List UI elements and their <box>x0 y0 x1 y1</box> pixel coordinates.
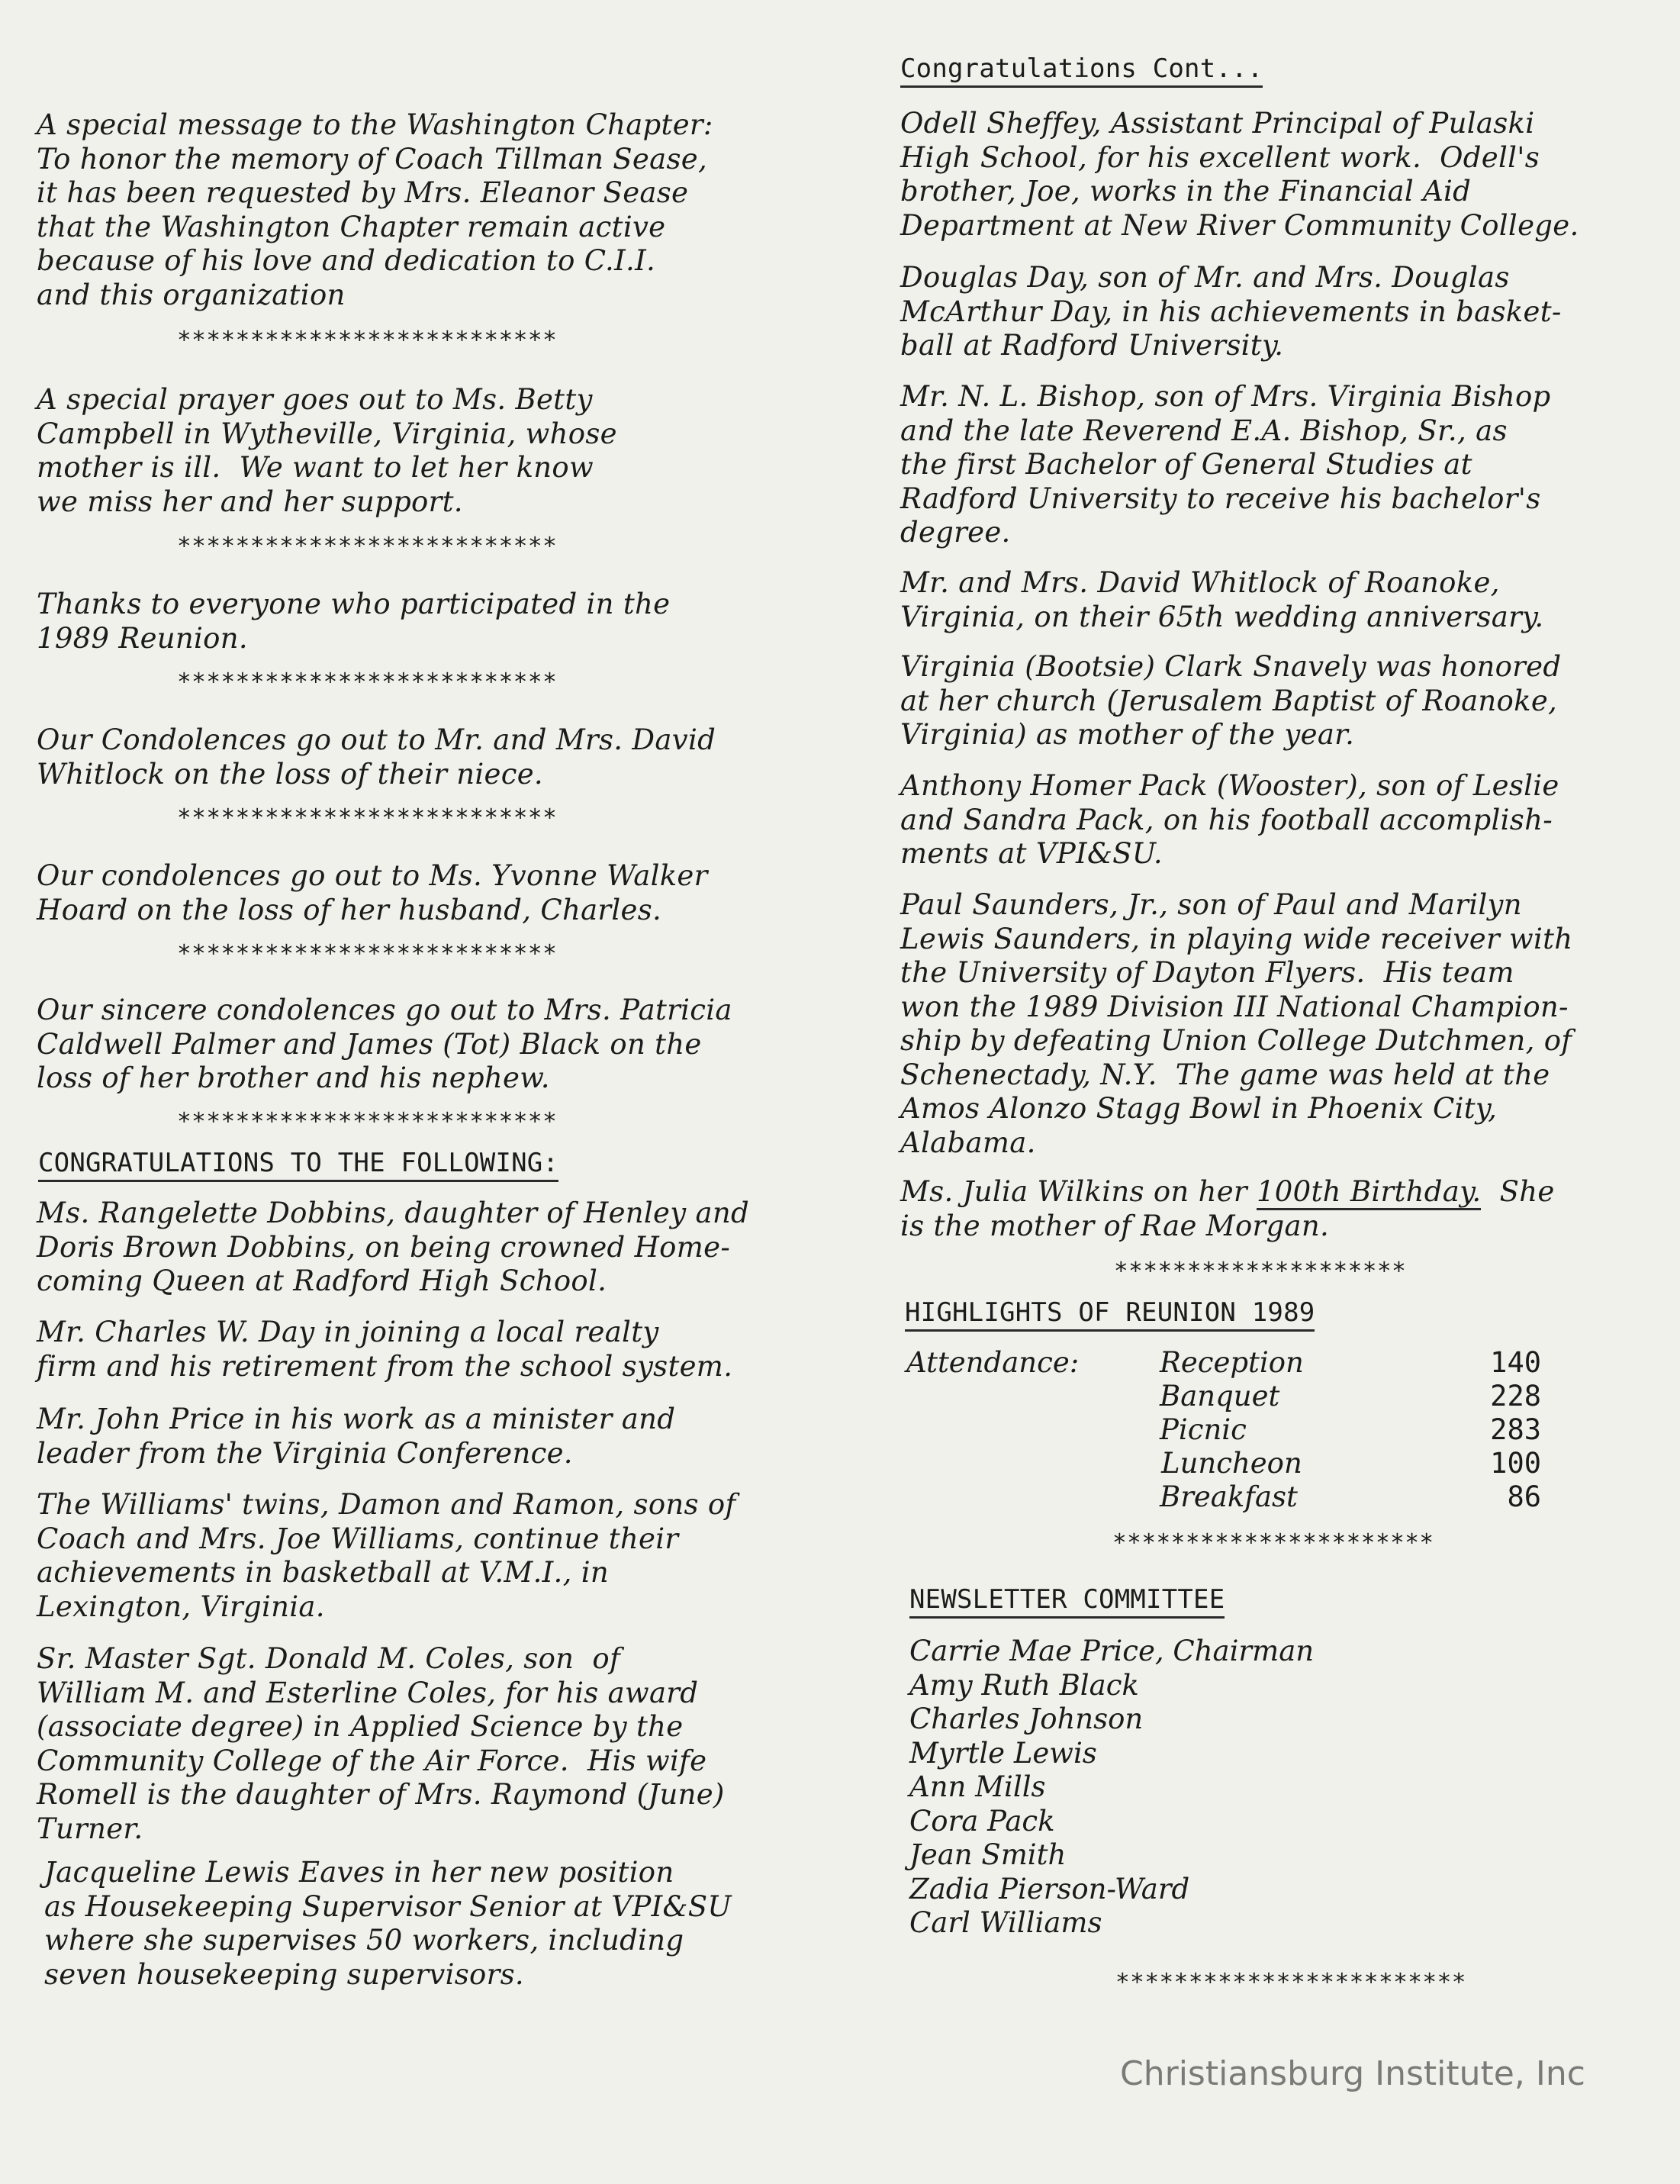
congrats-sheffey: Odell Sheffey, Assistant Principal of Pulaski High School, for his excellent work. Odell's brother, Joe, works in the Financial Aid Department at New River Community College. <box>900 107 1579 242</box>
watermark-text: Christiansburg Institute, Inc <box>1120 2054 1585 2093</box>
committee-member: Carrie Mae Price, Chairman <box>909 1635 1315 1667</box>
committee-member: Cora Pack <box>909 1804 1055 1838</box>
congrats-whitlock-anniversary: Mr. and Mrs. David Whitlock of Roanoke, Virginia, on their 65th wedding anniversary. <box>900 566 1544 633</box>
committee-member: Amy Ruth Black <box>909 1668 1139 1702</box>
congrats-wilkins: Ms. Julia Wilkins on her 100th Birthday. She is the mother of Rae Morgan. <box>900 1175 1555 1242</box>
attendance-count: 140 <box>1490 1346 1541 1379</box>
committee-member: Zadia Pierson-Ward <box>909 1872 1190 1905</box>
separator: ************************** <box>177 668 558 696</box>
birthday-underlined: 100th Birthday. <box>1257 1175 1481 1210</box>
congrats-coles: Sr. Master Sgt. Donald M. Coles, son of William M. and Esterline Coles, for his award (associate degree) in Applied Science by the Community College of the Air Force. His wife Romell is the daughter of Mrs. Raymond (June) Turner. <box>37 1642 725 1845</box>
condolence-whitlock: Our Condolences go out to Mr. and Mrs. David Whitlock on the loss of their niece. <box>37 723 716 791</box>
committee-member: Jean Smith <box>909 1838 1067 1871</box>
attendance-label: Attendance: <box>906 1346 1080 1379</box>
attendance-event: Luncheon <box>1161 1447 1302 1480</box>
congrats-saunders: Paul Saunders, Jr., son of Paul and Marilyn Lewis Saunders, in playing wide receiver with the University of Dayton Flyers. His team won the 1989 Division III National Champion- ship by defeating Union College Dutchmen, of Schenectady, N.Y. The game was held at the Amos Alonzo Stagg Bowl in Phoenix City, Alabama. <box>900 888 1573 1159</box>
separator: ************************** <box>177 533 558 560</box>
committee-member: Ann Mills <box>909 1770 1046 1803</box>
separator: ************************** <box>177 1108 558 1135</box>
attendance-event: Reception <box>1160 1346 1304 1379</box>
prayer-message: A special prayer goes out to Ms. Betty Campbell in Wytheville, Virginia, whose mother is ill. We want to let her know we miss her and her support. <box>37 383 617 518</box>
congrats-john-price: Mr. John Price in his work as a minister and leader from the Virginia Conference. <box>37 1403 676 1470</box>
committee-member: Myrtle Lewis <box>909 1736 1097 1770</box>
washington-chapter-message: A special message to the Washington Chapter: To honor the memory of Coach Tillman Sease, it has been requested by Mrs. Eleanor Sease that the Washington Chapter remain active because of his love and dedication to C.I.I. and this organization <box>37 108 713 311</box>
attendance-count: 283 <box>1490 1413 1541 1446</box>
separator: ******************** <box>1114 1258 1407 1285</box>
condolence-palmer-black: Our sincere condolences go out to Mrs. Patricia Caldwell Palmer and James (Tot) Black on the loss of her brother and his nephew. <box>37 994 732 1094</box>
attendance-count: 86 <box>1507 1480 1541 1513</box>
condolence-hoard: Our condolences go out to Ms. Yvonne Walker Hoard on the loss of her husband, Charles. <box>37 859 708 926</box>
congrats-pack: Anthony Homer Pack (Wooster), son of Leslie and Sandra Pack, on his football accomplish- ments at VPI&SU. <box>900 769 1559 870</box>
separator: ************************** <box>177 327 558 354</box>
congrats-dobbins: Ms. Rangelette Dobbins, daughter of Henley and Doris Brown Dobbins, on being crowned Home- coming Queen at Radford High School. <box>37 1197 749 1297</box>
separator: ************************ <box>1115 1969 1466 1996</box>
congrats-williams-twins: The Williams' twins, Damon and Ramon, sons of Coach and Mrs. Joe Williams, continue their achievements in basketball at V.M.I., in Lexington, Virginia. <box>37 1488 736 1623</box>
congrats-douglas-day: Douglas Day, son of Mr. and Mrs. Douglas McArthur Day, in his achievements in basket- ball at Radford University. <box>900 261 1562 362</box>
committee-member: Charles Johnson <box>909 1702 1144 1735</box>
attendance-event: Picnic <box>1160 1413 1247 1446</box>
congrats-snavely: Virginia (Bootsie) Clark Snavely was honored at her church (Jerusalem Baptist of Roanoke, Virginia) as mother of the year. <box>900 650 1562 751</box>
separator: ************************** <box>177 940 558 968</box>
attendance-event: Breakfast <box>1160 1480 1298 1513</box>
attendance-count: 100 <box>1490 1447 1541 1480</box>
congrats-eaves: Jacqueline Lewis Eaves in her new position as Housekeeping Supervisor Senior at VPI&SU where she supervises 50 workers, including seven housekeeping supervisors. <box>44 1856 732 1991</box>
congrats-bishop: Mr. N. L. Bishop, son of Mrs. Virginia Bishop and the late Reverend E.A. Bishop, Sr., as the first Bachelor of General Studies at Radford University to receive his bachelor's degree. <box>900 380 1551 549</box>
congratulations-cont-heading: Congratulations Cont... <box>900 53 1263 88</box>
separator: ************************** <box>177 804 558 832</box>
separator: ********************** <box>1112 1529 1434 1557</box>
committee-list <box>909 1635 1314 1941</box>
committee-member: Carl Williams <box>909 1906 1102 1939</box>
committee-heading: NEWSLETTER COMMITTEE <box>909 1584 1225 1619</box>
attendance-count: 228 <box>1490 1380 1541 1413</box>
congratulations-heading: CONGRATULATIONS TO THE FOLLOWING: <box>38 1148 558 1182</box>
highlights-heading: HIGHLIGHTS OF REUNION 1989 <box>905 1297 1315 1332</box>
thanks-message: Thanks to everyone who participated in the 1989 Reunion. <box>37 588 671 655</box>
congrats-charles-day: Mr. Charles W. Day in joining a local realty firm and his retirement from the school system. <box>37 1316 733 1383</box>
attendance-event: Banquet <box>1160 1380 1280 1413</box>
